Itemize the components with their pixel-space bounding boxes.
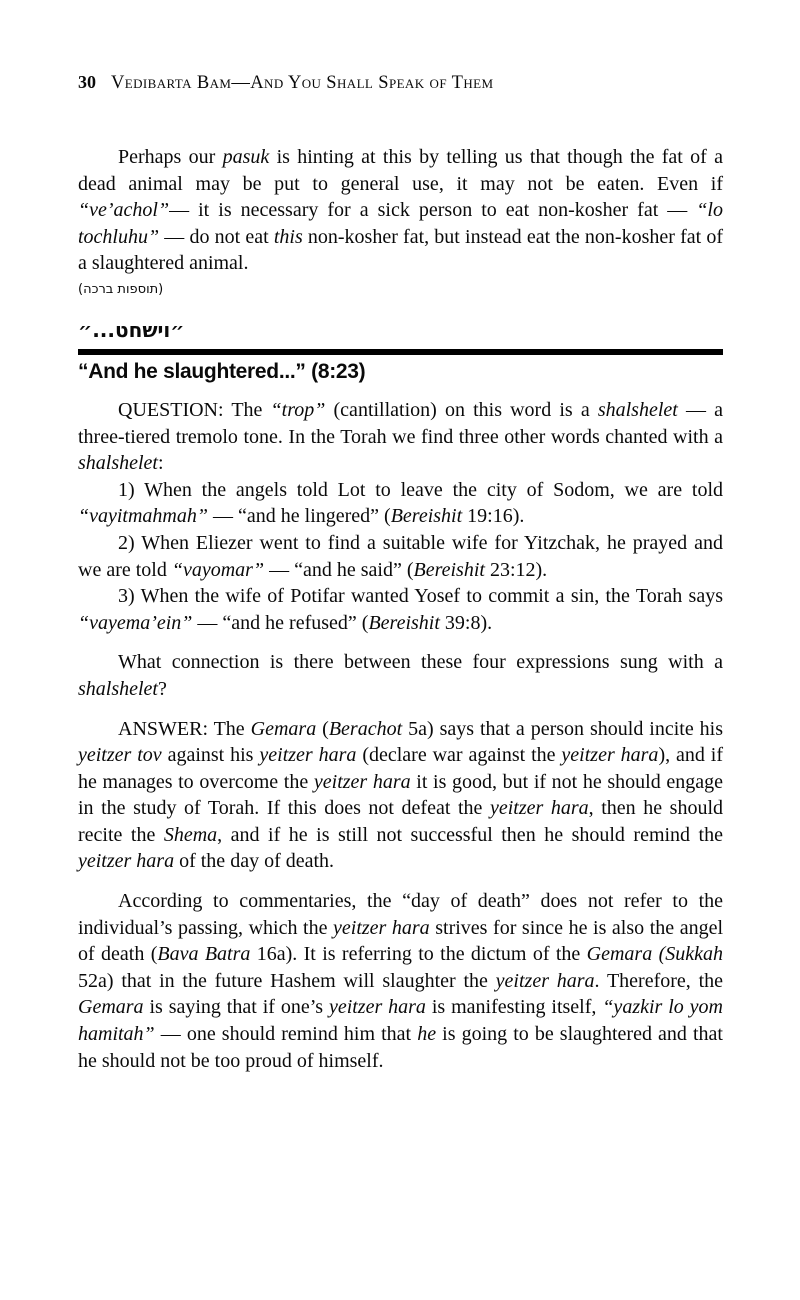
section-divider-rule (78, 349, 723, 355)
list-item-1: 1) When the angels told Lot to leave the city of Sodom, we are told “vayitmahmah” — “and he lingered” (Bereishit 19:16). (78, 478, 723, 528)
section-title: “And he slaughtered...” (8:23) (78, 359, 366, 383)
answer-section (78, 716, 723, 1075)
answer-paragraph: ANSWER: The Gemara (Berachot 5a) says that a person should incite his yeitzer tov against his yeitzer hara (declare war against the yeitzer hara), and if he manages to overcome the yeitzer hara it is good, but if not he should engage in the study of Torah. If this does not defeat the yeitzer hara, then he should recite the Shema, and if he is still not successful then he should remind the yeitzer hara of the day of death. (78, 717, 724, 873)
intro-paragraph: Perhaps our pasuk is hinting at this by telling us that though the fat of a dead animal may be put to general use, it may not be eaten. Even if “ve’achol”— it is necessary for a sick person to eat non-kosher fat — “lo tochluhu” — do not eat this non-kosher fat, but instead eat the non-kosher fat of a slaughtered animal. (78, 146, 724, 275)
question-followup-paragraph: What connection is there between these four expressions sung with a shalshelet? (78, 651, 723, 700)
list-item-2: 2) When Eliezer went to find a suitable wife for Yitzchak, he prayed and we are told “vayomar” — “and he said” (Bereishit 23:12). (78, 531, 723, 581)
section-hebrew-title: ״וישחט...״ (78, 317, 185, 342)
question-paragraph: QUESTION: The “trop” (cantillation) on this word is a shalshelet — a three-tiered tremolo tone. In the Torah we find three other words chanted with a shalshelet: (78, 398, 723, 475)
list-item-3: 3) When the wife of Potifar wanted Yosef to commit a sin, the Torah says “vayema’ein” — “and he refused” (Bereishit 39:8). (78, 585, 723, 634)
running-title: Vedibarta Bam—And You Shall Speak of Them (111, 73, 494, 93)
commentary-paragraph: According to commentaries, the “day of death” does not refer to the individual’s passing, which the yeitzer hara strives for since he is also the angel of death (Bava Batra 16a). It is referring to the dictum of the Gemara (Sukkah 52a) that in the future Hashem will slaughter the yeitzer hara. Therefore, the Gemara is saying that if one’s yeitzer hara is manifesting itself, “yazkir lo yom hamitah” — one should remind him that he is going to be slaughtered and that he should not be too proud of himself. (78, 890, 724, 1072)
page-header (78, 72, 723, 94)
hebrew-citation: (תוספות ברכה) (78, 281, 164, 297)
intro-section (78, 144, 723, 297)
question-section (78, 397, 723, 703)
page-number: 30 (78, 72, 96, 92)
